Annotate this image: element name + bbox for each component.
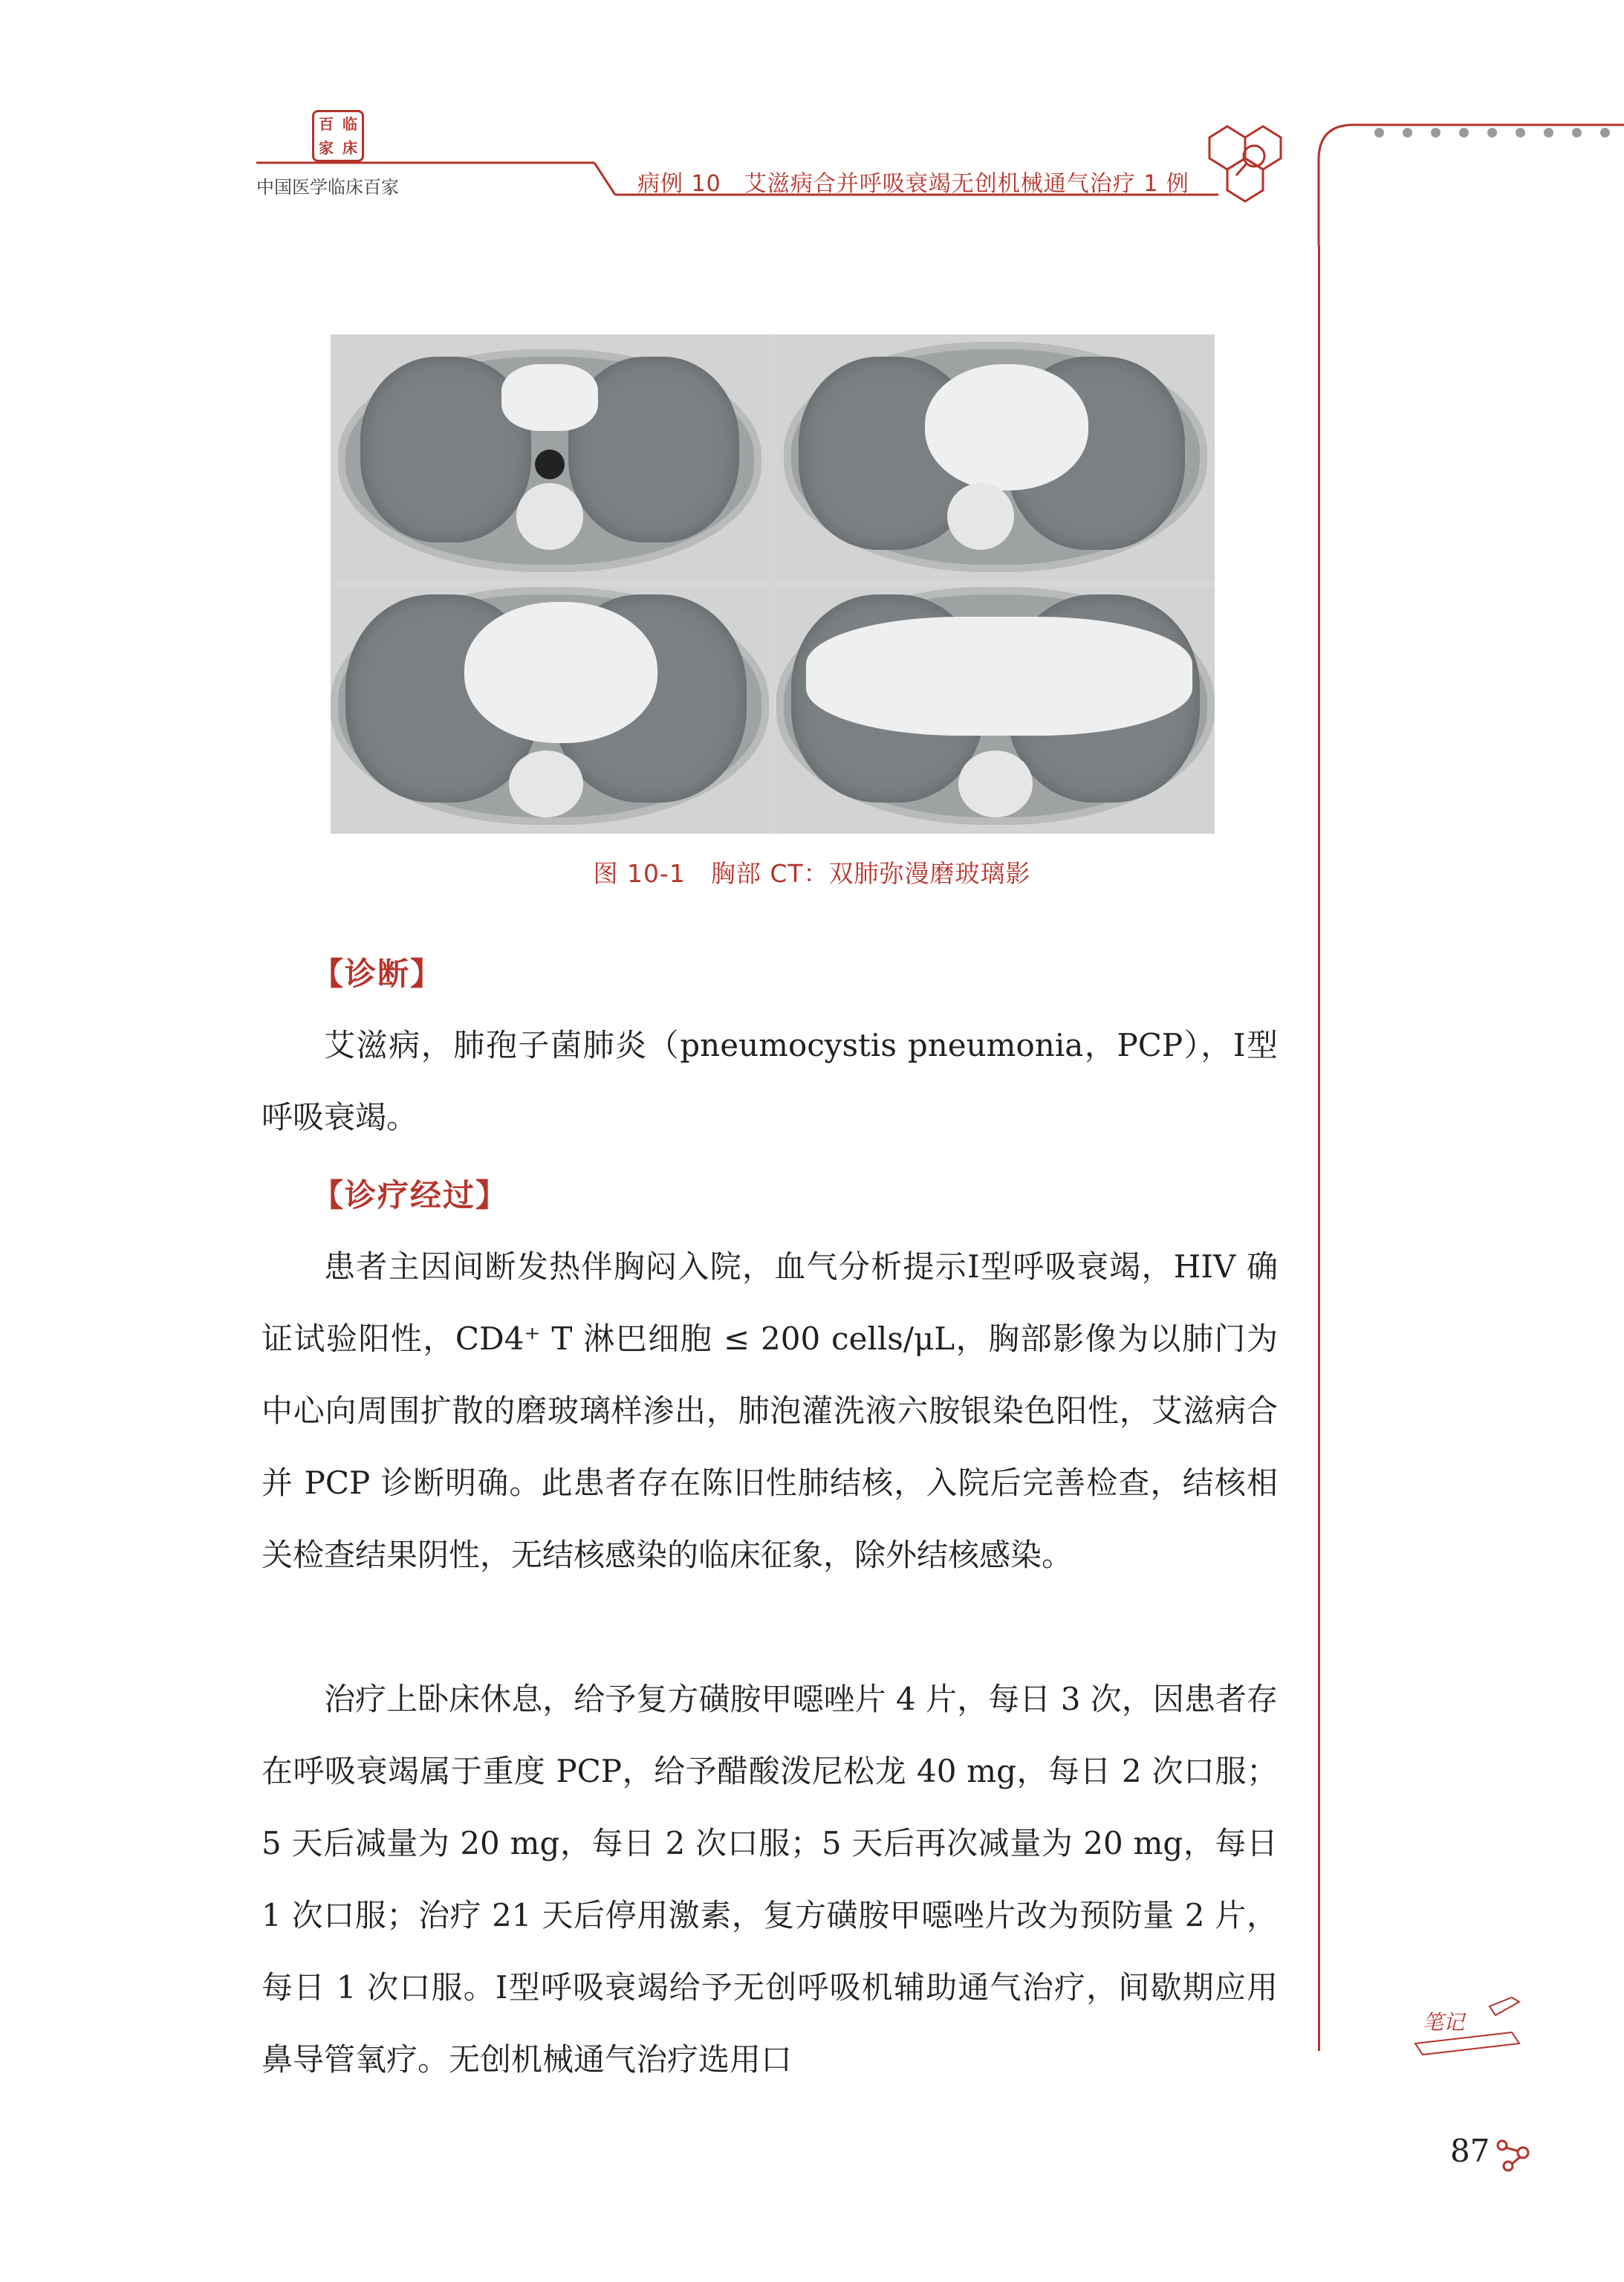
hexagon-icon — [1209, 126, 1281, 201]
header-decoration — [0, 0, 1624, 245]
course-heading: 【诊疗经过】 — [312, 1177, 509, 1213]
brand-name: 中国医学临床百家 — [256, 177, 399, 198]
molecule-icon — [1493, 2136, 1538, 2174]
ct-image — [776, 334, 1215, 581]
logo-char: 家 — [319, 139, 334, 157]
ct-image — [331, 587, 769, 834]
ct-figure — [331, 334, 1215, 834]
notes-rail — [1318, 245, 1320, 2051]
running-title: 病例 10 艾滋病合并呼吸衰竭无创机械通气治疗 1 例 — [637, 171, 1189, 197]
logo-char: 百 — [319, 115, 334, 133]
figure-caption: 图 10-1 胸部 CT：双肺弥漫磨玻璃影 — [593, 859, 1031, 888]
notes-label: 笔记 — [1423, 2010, 1465, 2035]
logo — [312, 110, 364, 162]
course-paragraph: 患者主因间断发热伴胸闷入院，血气分析提示Ⅰ型呼吸衰竭，HIV 确证试验阳性，CD4⁺ T 淋巴细胞 ≤ 200 cells/μL，胸部影像为以肺门为中心向周围扩散的磨玻璃样渗出，肺泡灌洗液六胺银染色阳性，艾滋病合并 PCP 诊断明确。此患者存在陈旧性肺结核，入院后完善检查，结核相关检查结果阴性，无结核感染的临床征象，除外结核感染。 — [262, 1248, 1278, 1573]
diagnosis-heading: 【诊断】 — [312, 956, 444, 992]
page-number: 87 — [1450, 2133, 1490, 2169]
binder-dots — [1374, 128, 1624, 137]
ct-image — [776, 587, 1215, 834]
logo-char: 临 — [342, 115, 357, 133]
course-paragraph: 治疗上卧床休息，给予复方磺胺甲噁唑片 4 片，每日 3 次，因患者存在呼吸衰竭属于重度 PCP，给予醋酸泼尼松龙 40 mg，每日 2 次口服；5 天后减量为 20 mg，每日 2 次口服；5 天后再次减量为 20 mg，每日 1 次口服；治疗 21 天后停用激素，复方磺胺甲噁唑片改为预防量 2 片，每日 1 次口服。Ⅰ型呼吸衰竭给予无创呼吸机辅助通气治疗，间歇期应用鼻导管氧疗。无创机械通气治疗选用口 — [262, 1681, 1278, 2078]
logo-char: 床 — [342, 139, 357, 157]
diagnosis-text: 艾滋病，肺孢子菌肺炎（pneumocystis pneumonia，PCP），Ⅰ型呼吸衰竭。 — [262, 1027, 1278, 1135]
ct-image — [331, 334, 769, 581]
